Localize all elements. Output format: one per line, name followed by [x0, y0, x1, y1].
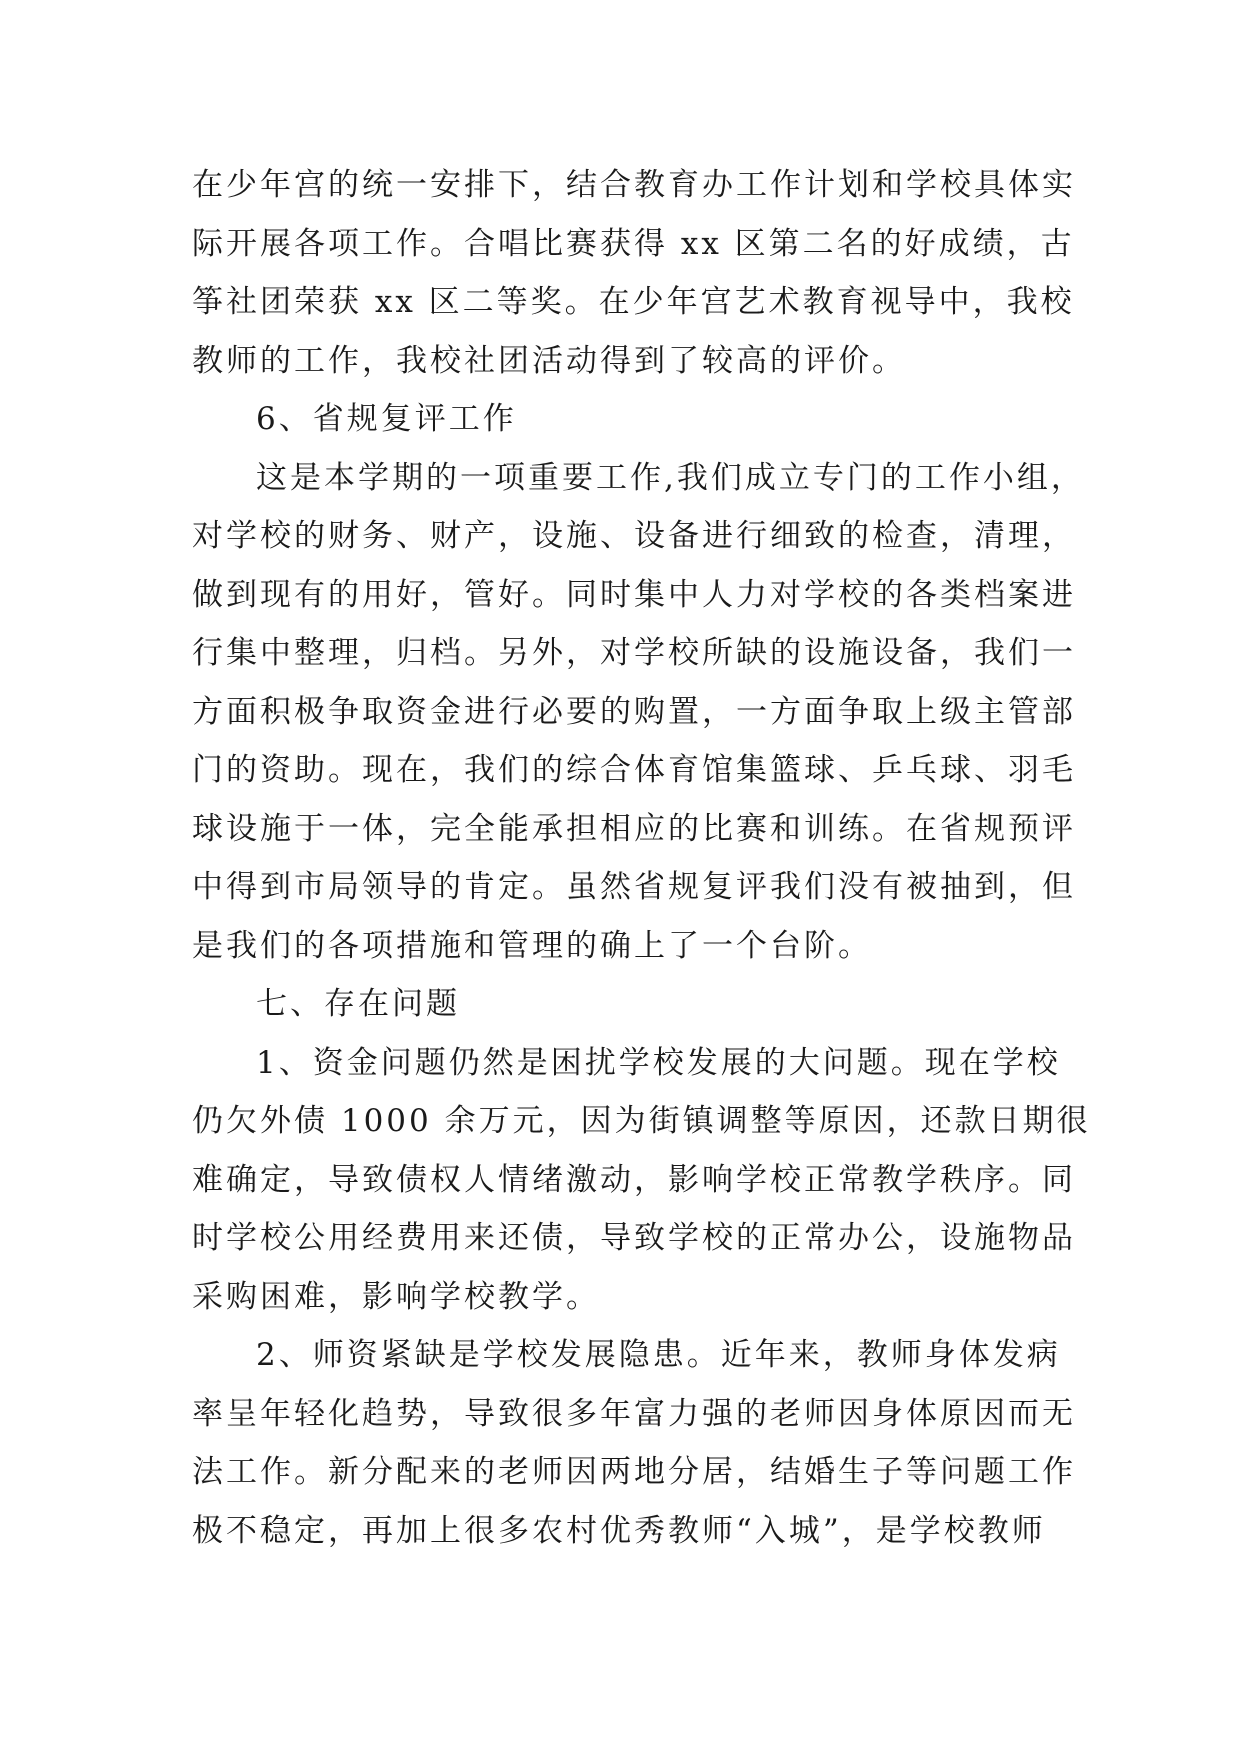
text-line: 2、师资紧缺是学校发展隐患。近年来，教师身体发病 — [256, 1337, 1061, 1373]
text-line: 率呈年轻化趋势，导致很多年富力强的老师因身体原因而无 — [192, 1395, 1076, 1432]
section-heading: 6、省规复评工作 — [256, 401, 517, 437]
text-line: 中得到市局领导的肯定。虽然省规复评我们没有被抽到，但 — [192, 869, 1076, 905]
text-line: 做到现有的用好，管好。同时集中人力对学校的各类档案进 — [192, 576, 1076, 613]
text-line: 筝社团荣获 xx 区二等奖。在少年宫艺术教育视导中，我校 — [192, 284, 1075, 320]
text-line: 极不稳定，再加上很多农村优秀教师“入城”，是学校教师 — [192, 1512, 1046, 1549]
text-line: 方面积极争取资金进行必要的购置，一方面争取上级主管部 — [192, 693, 1076, 730]
text-line: 时学校公用经费用来还债，导致学校的正常办公，设施物品 — [192, 1220, 1076, 1256]
text-line: 采购困难，影响学校教学。 — [192, 1278, 600, 1315]
text-line: 教师的工作，我校社团活动得到了较高的评价。 — [192, 342, 906, 379]
text-line: 难确定，导致债权人情绪激动，影响学校正常教学秩序。同 — [192, 1161, 1076, 1198]
text-line: 对学校的财务、财产，设施、设备进行细致的检查，清理， — [192, 518, 1076, 554]
text-line: 行集中整理，归档。另外，对学校所缺的设施设备，我们一 — [192, 635, 1076, 671]
text-line: 际开展各项工作。合唱比赛获得 xx 区第二名的好成绩，古 — [192, 225, 1075, 262]
text-line: 仍欠外债 1000 余万元，因为街镇调整等原因，还款日期很 — [192, 1103, 1091, 1139]
body-text — [192, 156, 1091, 1560]
text-line: 这是本学期的一项重要工作,我们成立专门的工作小组， — [256, 459, 1085, 496]
text-line: 法工作。新分配来的老师因两地分居，结婚生子等问题工作 — [192, 1454, 1076, 1490]
text-line: 在少年宫的统一安排下，结合教育办工作计划和学校具体实 — [192, 167, 1076, 203]
text-line: 球设施于一体，完全能承担相应的比赛和训练。在省规预评 — [192, 810, 1076, 847]
text-line: 1、资金问题仍然是困扰学校发展的大问题。现在学校 — [256, 1044, 1061, 1081]
text-line: 是我们的各项措施和管理的确上了一个台阶。 — [192, 927, 872, 964]
section-heading: 七、存在问题 — [256, 986, 460, 1022]
text-line: 门的资助。现在，我们的综合体育馆集篮球、乒乓球、羽毛 — [192, 752, 1076, 788]
